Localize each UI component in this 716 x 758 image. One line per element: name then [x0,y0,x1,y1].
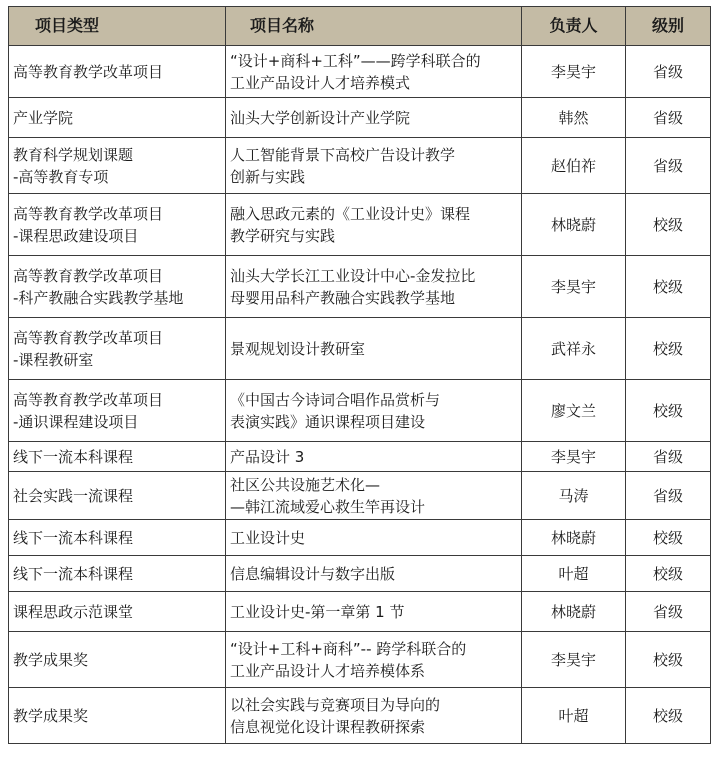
table-row [9,442,711,472]
project-type-cell [9,442,226,472]
project-type-cell-line: 高等教育教学改革项目 [13,62,164,81]
table-row [9,98,711,138]
project-type-cell [9,46,226,98]
project-name-cell [226,138,522,194]
project-name-cell [226,520,522,556]
project-type-cell-line: 课程思政示范课堂 [13,602,134,621]
project-name-cell [226,472,522,520]
level-cell: 省级 [626,46,711,98]
header-owner: 负责人 [522,7,626,46]
project-type-cell-line: 产业学院 [13,108,74,127]
project-type-cell-line: 教学成果奖 [13,706,89,725]
table-row [9,520,711,556]
table-row [9,194,711,256]
level-cell: 校级 [626,380,711,442]
table-row [9,318,711,380]
project-type-cell [9,318,226,380]
owner-cell: 林晓蔚 [522,194,626,256]
project-type-cell-line: 线下一流本科课程 [13,528,134,547]
project-type-cell-line: -科产教融合实践教学基地 [13,288,184,307]
owner-cell: 林晓蔚 [522,520,626,556]
table-row [9,632,711,688]
level-cell: 省级 [626,138,711,194]
owner-cell: 李昊宇 [522,632,626,688]
table-row [9,256,711,318]
project-name-cell [226,688,522,744]
project-type-cell [9,632,226,688]
table-row [9,138,711,194]
project-name-cell-line: 工业产品设计人才培养模体系 [230,661,426,680]
project-name-cell-line: 景观规划设计教研室 [230,339,366,358]
project-name-cell-line: 以社会实践与竞赛项目为导向的 [230,695,441,714]
owner-cell: 叶超 [522,688,626,744]
project-name-cell-line: 汕头大学长江工业设计中心-金发拉比 [230,266,476,285]
project-name-cell-line: 信息视觉化设计课程教研探索 [230,717,426,736]
project-type-cell-line: 教学成果奖 [13,650,89,669]
project-type-cell [9,138,226,194]
project-name-cell [226,46,522,98]
table-row [9,472,711,520]
project-name-cell [226,98,522,138]
project-type-cell-line: -通识课程建设项目 [13,412,139,431]
header-project-name: 项目名称 [226,7,522,46]
project-name-cell-line: 社区公共设施艺术化— [230,475,381,494]
project-name-cell-line: —韩江流域爱心救生竿再设计 [230,497,426,516]
level-cell: 省级 [626,472,711,520]
project-name-cell [226,556,522,592]
level-cell: 校级 [626,688,711,744]
table-row [9,688,711,744]
project-name-cell [226,194,522,256]
project-type-cell-line: 高等教育教学改革项目 [13,390,164,409]
project-type-cell-line: -课程思政建设项目 [13,226,139,245]
level-cell: 省级 [626,98,711,138]
project-name-cell [226,592,522,632]
project-name-cell-line: 《中国古今诗词合唱作品赏析与 [230,390,441,409]
header-project-type: 项目类型 [9,7,226,46]
project-name-cell-line: 母婴用品科产教融合实践教学基地 [230,288,456,307]
project-type-cell-line: 教育科学规划课题 [13,145,134,164]
project-name-cell [226,632,522,688]
owner-cell: 林晓蔚 [522,592,626,632]
project-name-cell [226,380,522,442]
project-name-cell-line: 融入思政元素的《工业设计史》课程 [230,204,471,223]
owner-cell: 马涛 [522,472,626,520]
project-name-cell-line: 表演实践》通识课程项目建设 [230,412,426,431]
project-type-cell-line: 线下一流本科课程 [13,447,134,466]
project-type-cell-line: 高等教育教学改革项目 [13,266,164,285]
project-type-cell-line: 高等教育教学改革项目 [13,204,164,223]
project-type-cell [9,472,226,520]
table-row [9,380,711,442]
owner-cell: 李昊宇 [522,46,626,98]
project-name-cell-line: “设计+工科+商科”-- 跨学科联合的 [230,639,467,658]
owner-cell: 李昊宇 [522,442,626,472]
project-type-cell [9,520,226,556]
project-type-cell [9,556,226,592]
header-row [9,7,711,46]
owner-cell: 赵伯祚 [522,138,626,194]
project-type-cell [9,98,226,138]
project-name-cell-line: 汕头大学创新设计产业学院 [230,108,411,127]
project-name-cell-line: 教学研究与实践 [230,226,336,245]
project-type-cell [9,256,226,318]
level-cell: 校级 [626,632,711,688]
project-type-cell-line: 高等教育教学改革项目 [13,328,164,347]
project-name-cell-line: 产品设计 3 [230,447,305,466]
table-row [9,46,711,98]
project-name-cell-line: 人工智能背景下高校广告设计教学 [230,145,456,164]
project-type-cell-line: 社会实践一流课程 [13,486,134,505]
level-cell: 校级 [626,556,711,592]
project-name-cell-line: 工业设计史-第一章第 1 节 [230,602,405,621]
project-type-cell [9,380,226,442]
project-name-cell [226,318,522,380]
owner-cell: 廖文兰 [522,380,626,442]
table-row [9,592,711,632]
project-name-cell-line: 信息编辑设计与数字出版 [230,564,396,583]
projects-table [8,6,711,744]
project-name-cell-line: “设计+商科+工科”——跨学科联合的 [230,51,481,70]
project-name-cell [226,442,522,472]
level-cell: 校级 [626,520,711,556]
level-cell: 校级 [626,318,711,380]
header-level: 级别 [626,7,711,46]
table-body [9,46,711,744]
owner-cell: 韩然 [522,98,626,138]
project-type-cell [9,194,226,256]
project-name-cell-line: 工业设计史 [230,528,306,547]
owner-cell: 叶超 [522,556,626,592]
project-name-cell-line: 创新与实践 [230,167,306,186]
project-type-cell-line: -课程教研室 [13,350,94,369]
project-name-cell [226,256,522,318]
table-header [9,7,711,46]
table-row [9,556,711,592]
project-type-cell [9,688,226,744]
project-type-cell [9,592,226,632]
level-cell: 省级 [626,442,711,472]
level-cell: 省级 [626,592,711,632]
owner-cell: 武祥永 [522,318,626,380]
level-cell: 校级 [626,256,711,318]
level-cell: 校级 [626,194,711,256]
project-type-cell-line: -高等教育专项 [13,167,109,186]
project-name-cell-line: 工业产品设计人才培养模式 [230,73,411,92]
owner-cell: 李昊宇 [522,256,626,318]
project-type-cell-line: 线下一流本科课程 [13,564,134,583]
